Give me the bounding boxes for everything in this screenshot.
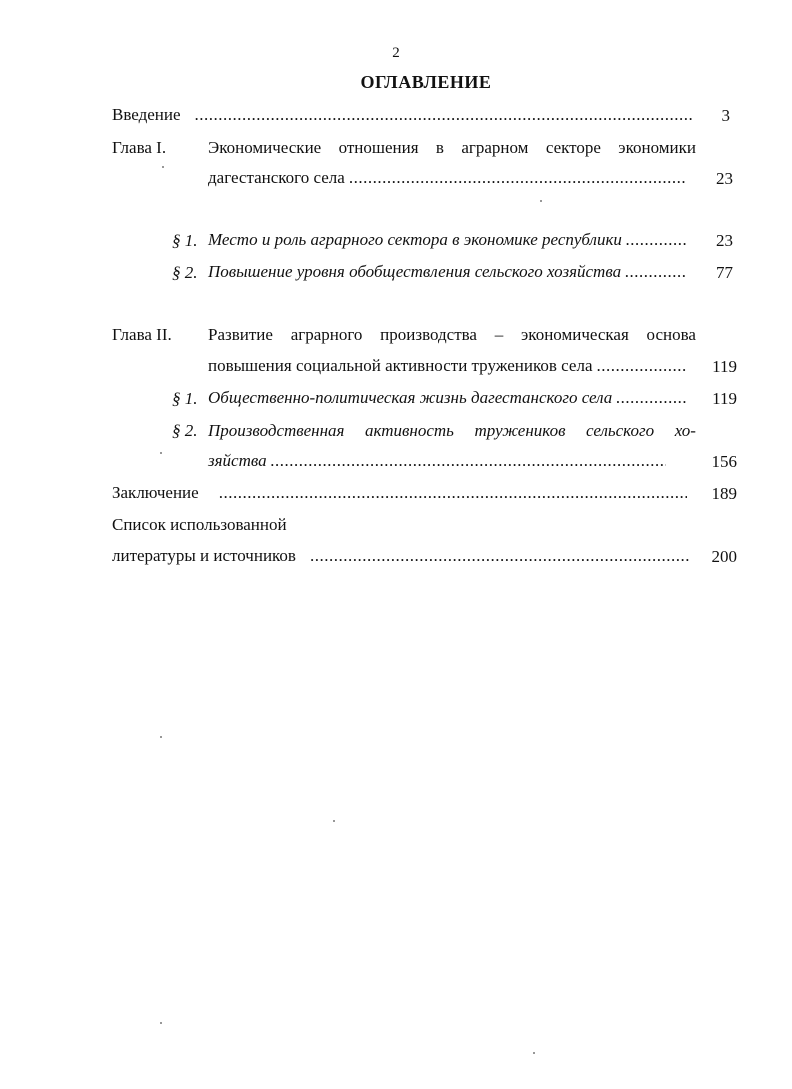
dot-leader (195, 105, 693, 125)
dot-leader (310, 546, 691, 566)
word: Экономические (208, 138, 322, 157)
toc-ch2-sec2-title-line1 (208, 420, 696, 442)
toc-ch2-sec1-title: Общественно-политическая жизнь дагестанского села (208, 388, 613, 407)
toc-chapter2-title-line2 (208, 356, 691, 376)
scan-speck (160, 736, 162, 738)
toc-ch2-sec1-page: 119 (712, 389, 737, 408)
page-title: ОГЛАВЛЕНИЕ (360, 72, 492, 92)
dot-leader (626, 230, 687, 250)
toc-section-mark: § 1. (172, 231, 198, 250)
scan-speck (533, 1052, 535, 1054)
word: Производственная (208, 421, 345, 440)
toc-ch1-sec2-page: 77 (716, 263, 733, 282)
word: экономическая (521, 325, 629, 344)
toc-ch2-sec1 (208, 388, 691, 408)
dot-leader (625, 262, 687, 282)
dot-leader (597, 356, 688, 376)
dot-leader (349, 168, 687, 188)
word: сельского (586, 421, 655, 440)
toc-chapter1-page: 23 (716, 169, 733, 188)
toc-intro-page: 3 (721, 106, 730, 125)
toc-references-line1: Список использованной (112, 515, 287, 534)
toc-references (112, 546, 695, 566)
toc-chapter1-label: Глава I. (112, 138, 167, 157)
toc-references-page: 200 (711, 547, 737, 566)
toc-chapter2-title-end: повышения социальной активности тружеников села (208, 356, 593, 375)
toc-ch1-sec2 (208, 262, 691, 282)
word: тружеников (474, 421, 566, 440)
toc-conclusion-page: 189 (711, 484, 737, 503)
scan-speck (162, 166, 164, 168)
word: хо- (674, 421, 696, 440)
scan-speck (333, 820, 335, 822)
word: Развитие (208, 325, 273, 344)
word: в (435, 138, 444, 157)
toc-conclusion-label: Заключение (112, 483, 199, 502)
dot-leader (271, 451, 666, 471)
word: отношения (338, 138, 419, 157)
scan-speck (160, 1022, 162, 1024)
toc-chapter1-title-end: дагестанского села (208, 168, 345, 187)
toc-section-mark: § 2. (172, 263, 198, 282)
toc-intro-label: Введение (112, 105, 181, 124)
toc-ch2-sec2-title-end: зяйства (208, 451, 267, 470)
toc-section-mark: § 1. (172, 389, 198, 408)
toc-chapter1-title-line2 (208, 168, 691, 188)
word: экономики (618, 138, 696, 157)
word: аграрном (461, 138, 529, 157)
scan-speck (540, 200, 542, 202)
word: – (494, 325, 504, 344)
toc-ch2-sec2-title-line2 (208, 451, 670, 471)
toc-chapter2-page: 119 (712, 357, 737, 376)
toc-section-mark: § 2. (172, 421, 198, 440)
toc-intro (112, 105, 697, 125)
toc-conclusion (112, 483, 691, 503)
page-number: 2 (392, 45, 400, 61)
scan-speck (160, 452, 162, 454)
toc-references-label: литературы и источников (112, 546, 296, 565)
toc-ch1-sec1 (208, 230, 691, 250)
toc-chapter2-label: Глава II. (112, 325, 172, 344)
dot-leader (616, 388, 687, 408)
toc-ch1-sec1-title: Место и роль аграрного сектора в экономике республики (208, 230, 622, 249)
toc-ch1-sec2-title: Повышение уровня обобществления сельского хозяйства (208, 262, 622, 281)
toc-chapter2-title-line1 (208, 324, 696, 346)
toc-ch1-sec1-page: 23 (716, 231, 733, 250)
word: секторе (545, 138, 601, 157)
word: аграрного (290, 325, 363, 344)
word: производства (380, 325, 477, 344)
word: активность (365, 421, 454, 440)
toc-ch2-sec2-page: 156 (711, 452, 737, 471)
dot-leader (219, 483, 687, 503)
toc-chapter1-title-line1 (208, 137, 696, 159)
word: основа (646, 325, 696, 344)
